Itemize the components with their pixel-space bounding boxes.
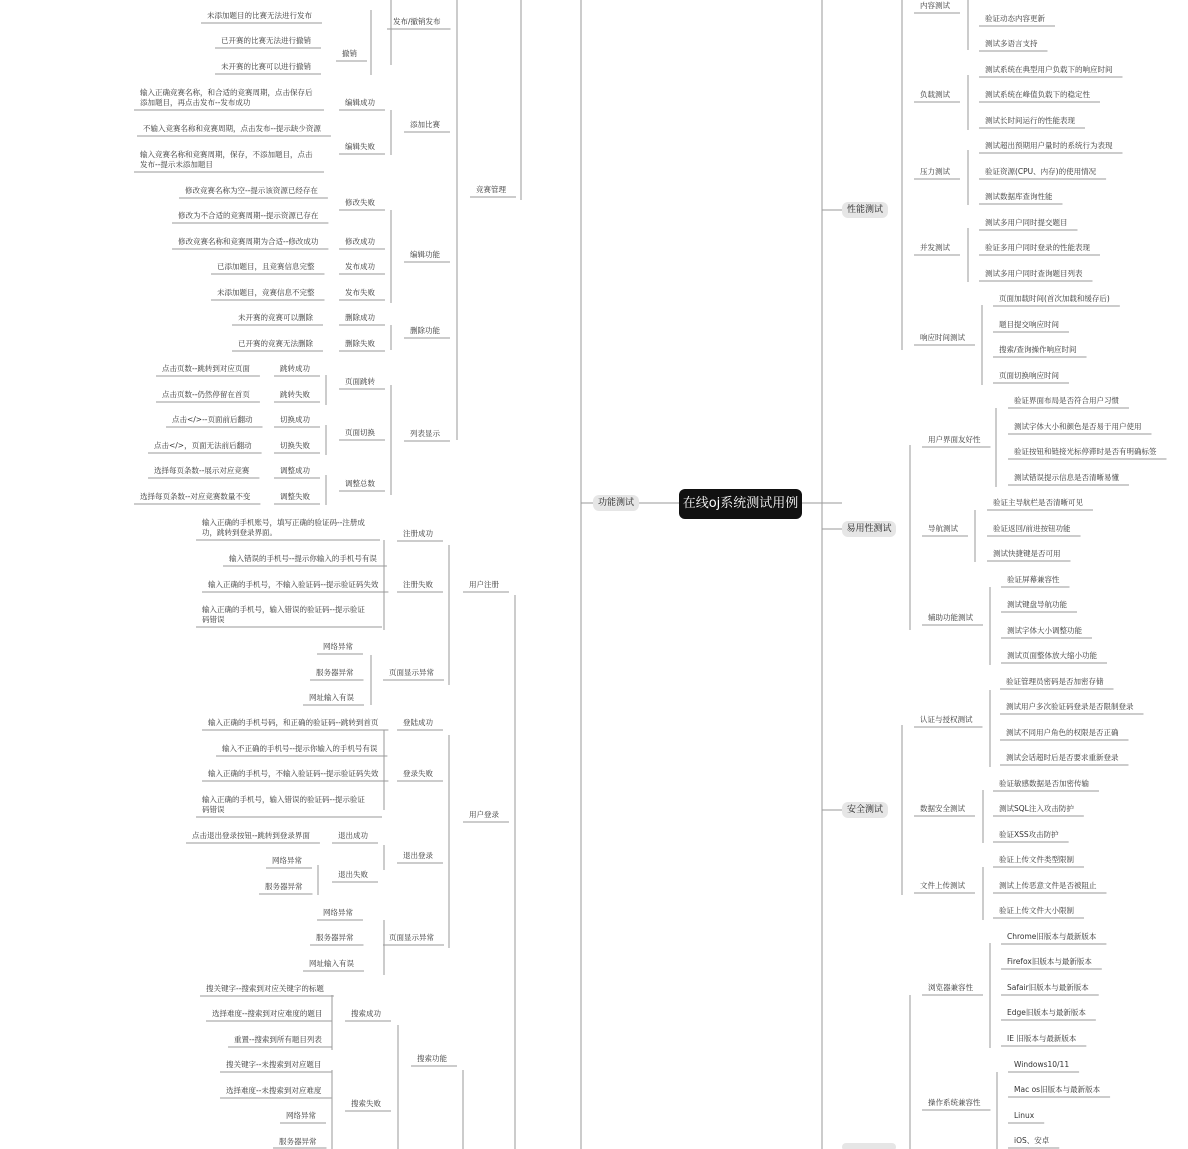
leaf: 输入正确竞赛名称，和合适的竞赛周期，点击保存后添加题目，再点击发布--发布成功	[140, 88, 313, 107]
leaf: 网络异常	[323, 908, 353, 917]
branch-compatibility-partial[interactable]	[842, 1143, 896, 1149]
node-data-sec-test[interactable]: 数据安全测试	[920, 804, 965, 813]
branch-functional[interactable]: 功能测试	[593, 495, 639, 511]
leaf: 输入正确的手机号，不输入验证码--提示验证码失效	[208, 769, 379, 778]
leaf: 未开赛的比赛可以进行撤销	[221, 62, 311, 71]
leaf: Safair旧版本与最新版本	[1007, 983, 1089, 992]
leaf: 选择每页条数--对应竞赛数量不变	[140, 492, 251, 501]
node-contest-mgmt[interactable]: 竞赛管理	[476, 185, 506, 194]
leaf: Edge旧版本与最新版本	[1007, 1008, 1086, 1017]
leaf: iOS、安卓	[1014, 1136, 1050, 1145]
leaf: 已开赛的竞赛无法删除	[238, 339, 313, 348]
leaf: 输入正确的手机号码，和正确的验证码--跳转到首页	[208, 718, 379, 727]
leaf: 已开赛的比赛无法进行撤销	[221, 36, 311, 45]
leaf: Firefox旧版本与最新版本	[1007, 957, 1092, 966]
leaf: 验证返回/前进按钮功能	[993, 524, 1071, 533]
leaf: 网址输入有误	[309, 959, 354, 968]
node-logout-success[interactable]: 退出成功	[338, 831, 368, 840]
node-a11y-test[interactable]: 辅助功能测试	[928, 613, 973, 622]
leaf: 测试系统在峰值负载下的稳定性	[985, 90, 1090, 99]
node-reg-success[interactable]: 注册成功	[403, 529, 433, 538]
node-response-test[interactable]: 响应时间测试	[920, 333, 965, 342]
leaf: IE 旧版本与最新版本	[1007, 1034, 1077, 1043]
leaf: 输入竞赛名称和竞赛周期，保存，不添加题目，点击发布--提示未添加题目	[140, 150, 313, 169]
node-adjust-fail[interactable]: 调整失败	[280, 492, 310, 501]
leaf: 网络异常	[323, 642, 353, 651]
leaf: 未添加题目的比赛无法进行发布	[207, 11, 312, 20]
node-modify-success[interactable]: 修改成功	[345, 237, 375, 246]
node-login-success[interactable]: 登陆成功	[403, 718, 433, 727]
leaf: 验证动态内容更新	[985, 14, 1045, 23]
leaf: 验证主导航栏是否清晰可见	[993, 498, 1083, 507]
leaf: 测试字体大小调整功能	[1007, 626, 1082, 635]
branch-security[interactable]: 安全测试	[842, 802, 888, 818]
node-page-switch[interactable]: 页面切换	[345, 428, 375, 437]
node-revoke[interactable]: 撤销	[342, 49, 357, 58]
node-delete-func[interactable]: 删除功能	[410, 326, 440, 335]
branch-usability[interactable]: 易用性测试	[842, 521, 896, 537]
node-edit-fail[interactable]: 编辑失败	[345, 142, 375, 151]
node-reg-page-error[interactable]: 页面显示异常	[389, 668, 434, 677]
node-os-compat[interactable]: 操作系统兼容性	[928, 1098, 981, 1107]
leaf: 服务器异常	[265, 882, 303, 891]
leaf: 搜关键字--搜索到对应关键字的标题	[206, 984, 324, 993]
node-nav-test[interactable]: 导航测试	[928, 524, 958, 533]
leaf: 不输入竞赛名称和竞赛周期，点击发布--提示缺少资源	[143, 124, 321, 133]
node-switch-success[interactable]: 切换成功	[280, 415, 310, 424]
leaf: 搜索/查询操作响应时间	[999, 345, 1077, 354]
leaf: 测试快捷键是否可用	[993, 549, 1061, 558]
node-user-login[interactable]: 用户登录	[469, 810, 499, 819]
leaf: 点击</>，页面无法前后翻动	[154, 441, 252, 450]
node-auth-test[interactable]: 认证与授权测试	[920, 715, 973, 724]
leaf: 测试超出预期用户量时的系统行为表现	[985, 141, 1113, 150]
leaf: 题目提交响应时间	[999, 320, 1059, 329]
leaf: 测试不同用户角色的权限是否正确	[1006, 728, 1119, 737]
leaf: 选择难度--搜索到对应难度的题目	[212, 1009, 323, 1018]
node-publish-success[interactable]: 发布成功	[345, 262, 375, 271]
leaf: 验证界面布局是否符合用户习惯	[1014, 396, 1119, 405]
leaf: 验证XSS攻击防护	[999, 830, 1059, 839]
leaf: 页面加载时间(首次加载和缓存后)	[999, 294, 1110, 303]
leaf: 输入正确的手机号，输入错误的验证码--提示验证码错误	[202, 795, 365, 814]
node-load-test[interactable]: 负载测试	[920, 90, 950, 99]
leaf: 验证屏幕兼容性	[1007, 575, 1060, 584]
leaf: 服务器异常	[316, 668, 354, 677]
leaf: 选择难度--未搜索到对应难度	[226, 1086, 322, 1095]
leaf: 测试上传恶意文件是否被阻止	[999, 881, 1097, 890]
leaf: 点击退出登录按钮--跳转到登录界面	[192, 831, 310, 840]
leaf: Linux	[1014, 1111, 1035, 1120]
leaf: 点击页数--跳转到对应页面	[162, 364, 250, 373]
leaf: 测试长时间运行的性能表现	[985, 116, 1075, 125]
leaf: 未开赛的竞赛可以删除	[238, 313, 313, 322]
leaf: 未添加题目，竞赛信息不完整	[217, 288, 315, 297]
leaf: 测试页面整体放大缩小功能	[1007, 651, 1097, 660]
leaf: 测试错误提示信息是否清晰易懂	[1014, 473, 1119, 482]
node-browser-compat[interactable]: 浏览器兼容性	[928, 983, 973, 992]
leaf: 网址输入有误	[309, 693, 354, 702]
node-search-func[interactable]: 搜索功能	[417, 1054, 447, 1063]
leaf: 网络异常	[286, 1111, 316, 1120]
node-switch-fail[interactable]: 切换失败	[280, 441, 310, 450]
leaf: 验证上传文件类型限制	[999, 855, 1074, 864]
node-content-test[interactable]: 内容测试	[920, 1, 950, 10]
node-reg-fail[interactable]: 注册失败	[403, 580, 433, 589]
leaf: 验证按钮和链接光标停滞时是否有明确标签	[1014, 447, 1157, 456]
node-edit-success[interactable]: 编辑成功	[345, 98, 375, 107]
leaf: 重置--搜索到所有题目列表	[234, 1035, 322, 1044]
node-search-fail[interactable]: 搜索失败	[351, 1099, 381, 1108]
leaf: Windows10/11	[1014, 1060, 1070, 1069]
leaf: Mac os旧版本与最新版本	[1014, 1085, 1101, 1094]
node-concurrency-test[interactable]: 并发测试	[920, 243, 950, 252]
branch-performance[interactable]: 性能测试	[842, 202, 888, 218]
node-upload-test[interactable]: 文件上传测试	[920, 881, 965, 890]
node-jump-fail[interactable]: 跳转失败	[280, 390, 310, 399]
leaf: 测试用户多次验证码登录是否限制登录	[1006, 702, 1134, 711]
leaf: 验证资源(CPU、内存)的使用情况	[985, 167, 1097, 176]
leaf: 修改竞赛名称为空--提示该资源已经存在	[185, 186, 318, 195]
leaf: 输入正确的手机号，不输入验证码--提示验证码失效	[208, 580, 379, 589]
leaf: 点击</>--页面前后翻动	[172, 415, 253, 424]
node-delete-success[interactable]: 删除成功	[345, 313, 375, 322]
node-add-contest[interactable]: 添加比赛	[410, 120, 440, 129]
node-ui-friendly[interactable]: 用户界面友好性	[928, 435, 981, 444]
leaf: 测试多用户同时提交题目	[985, 218, 1068, 227]
node-delete-fail[interactable]: 删除失败	[345, 339, 375, 348]
node-login-fail[interactable]: 登录失败	[403, 769, 433, 778]
leaf: 服务器异常	[279, 1137, 317, 1146]
leaf: 测试系统在典型用户负载下的响应时间	[985, 65, 1113, 74]
node-logout-fail[interactable]: 退出失败	[338, 870, 368, 879]
leaf: 输入正确的手机账号，填写正确的验证码--注册成功，跳转到登录界面。	[202, 518, 365, 537]
node-modify-fail[interactable]: 修改失败	[345, 198, 375, 207]
leaf: 测试SQL注入攻击防护	[999, 804, 1074, 813]
leaf: 验证管理员密码是否加密存储	[1006, 677, 1104, 686]
node-list-display[interactable]: 列表显示	[410, 429, 440, 438]
leaf: 验证上传文件大小限制	[999, 906, 1074, 915]
leaf: 修改竞赛名称和竞赛周期为合适--修改成功	[178, 237, 319, 246]
leaf: 测试数据库查询性能	[985, 192, 1053, 201]
node-login-page-error[interactable]: 页面显示异常	[389, 933, 434, 942]
node-publish-fail[interactable]: 发布失败	[345, 288, 375, 297]
leaf: 测试字体大小和颜色是否易于用户使用	[1014, 422, 1142, 431]
leaf: 网络异常	[272, 856, 302, 865]
node-stress-test[interactable]: 压力测试	[920, 167, 950, 176]
leaf: 输入正确的手机号，输入错误的验证码--提示验证码错误	[202, 605, 365, 624]
node-adjust-total[interactable]: 调整总数	[345, 479, 375, 488]
leaf: 测试多语言支持	[985, 39, 1038, 48]
node-adjust-success[interactable]: 调整成功	[280, 466, 310, 475]
leaf: 测试键盘导航功能	[1007, 600, 1067, 609]
leaf: 验证多用户同时登录的性能表现	[985, 243, 1090, 252]
node-user-register[interactable]: 用户注册	[469, 580, 499, 589]
node-logout[interactable]: 退出登录	[403, 851, 433, 860]
leaf: 点击页数--仍然停留在首页	[162, 390, 250, 399]
leaf: 测试多用户同时查询题目列表	[985, 269, 1083, 278]
leaf: 修改为不合适的竞赛周期--提示资源已存在	[178, 211, 319, 220]
leaf: 已添加题目，且竞赛信息完整	[217, 262, 315, 271]
node-edit-func[interactable]: 编辑功能	[410, 250, 440, 259]
leaf: 搜关键字--未搜索到对应题目	[226, 1060, 322, 1069]
leaf: 输入不正确的手机号--提示你输入的手机号有误	[222, 744, 378, 753]
leaf: 输入错误的手机号--提示你输入的手机号有误	[229, 554, 377, 563]
leaf: 验证敏感数据是否加密传输	[999, 779, 1089, 788]
leaf: 服务器异常	[316, 933, 354, 942]
node-publish-revoke[interactable]: 发布/撤销发布	[393, 17, 441, 26]
node-search-success[interactable]: 搜索成功	[351, 1009, 381, 1018]
leaf: Chrome旧版本与最新版本	[1007, 932, 1097, 941]
leaf: 选择每页条数--展示对应竞赛	[154, 466, 250, 475]
node-page-jump[interactable]: 页面跳转	[345, 377, 375, 386]
node-jump-success[interactable]: 跳转成功	[280, 364, 310, 373]
leaf: 页面切换响应时间	[999, 371, 1059, 380]
root-node[interactable]: 在线oj系统测试用例	[679, 489, 802, 519]
leaf: 测试会话超时后是否要求重新登录	[1006, 753, 1119, 762]
